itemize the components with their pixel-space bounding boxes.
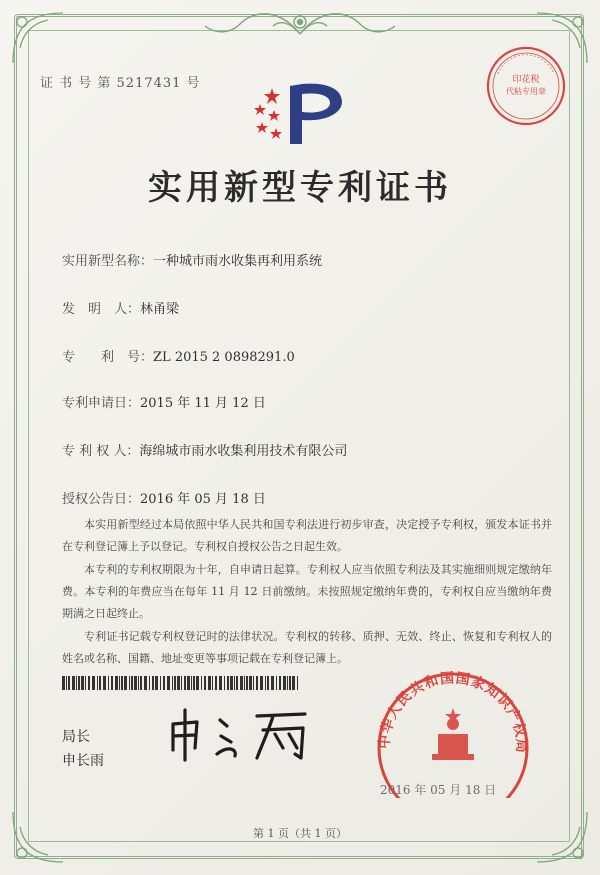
seal-date: 2016 年 05 月 18 日 bbox=[380, 783, 497, 797]
announcement-date-row bbox=[62, 488, 266, 507]
certificate-number: 证 书 号 第 5217431 号 bbox=[40, 76, 201, 91]
application-date-row bbox=[62, 392, 266, 411]
top-ornament bbox=[185, 4, 415, 44]
director-name: 申长雨 bbox=[62, 753, 104, 769]
director-signature bbox=[165, 702, 315, 762]
certificate-body bbox=[62, 514, 552, 671]
body-paragraph-2: 本专利的专利权期限为十年，自申请日起算。专利权人应当依照专利法及其实施细则规定缴纳年费。本专利的年费应当在每年 11 月 12 日前缴纳。未按照规定缴纳年费的，专利权自应当缴纳年费期满之日起终止。 bbox=[62, 563, 552, 620]
certificate-title: 实用新型专利证书 bbox=[148, 168, 452, 208]
corner-ornament-tl bbox=[8, 8, 68, 68]
svg-text:代粘专用章: 代粘专用章 bbox=[506, 87, 546, 96]
body-paragraph-1: 本实用新型经过本局依照中华人民共和国专利法进行初步审查，决定授予专利权，颁发本证书并在专利登记簿上予以登记。专利权自授权公告之日起生效。 bbox=[62, 518, 552, 553]
announcement-date-value: 2016 年 05 月 18 日 bbox=[140, 492, 266, 507]
director-title: 局长 bbox=[62, 729, 90, 745]
national-ip-office-seal bbox=[368, 668, 538, 798]
utility-model-name-value: 一种城市雨水收集再利用系统 bbox=[153, 254, 323, 269]
body-paragraph-3: 专利证书记载专利权登记时的法律状况。专利权的转移、质押、无效、终止、恢复和专利权人的姓名或名称、国籍、地址变更等事项记载在专利登记簿上。 bbox=[62, 630, 552, 665]
patent-office-logo-icon bbox=[250, 78, 350, 150]
big-seal-text: 中华人民共和国国家知识产权局 bbox=[376, 670, 530, 754]
announcement-date-label: 授权公告日： bbox=[62, 492, 141, 507]
inventor-value: 林甬梁 bbox=[140, 302, 180, 317]
patentee-label: 专 利 权 人： bbox=[62, 444, 140, 459]
patentee-row bbox=[62, 440, 347, 459]
patent-number-row bbox=[62, 346, 295, 365]
patentee-value: 海绵城市雨水收集利用技术有限公司 bbox=[139, 444, 348, 459]
application-date-value: 2015 年 11 月 12 日 bbox=[140, 396, 266, 411]
barcode bbox=[62, 676, 302, 690]
inventor-label: 发 明 人： bbox=[62, 302, 141, 317]
inventor-row bbox=[62, 298, 179, 317]
patent-number-value: ZL 2015 2 0898291.0 bbox=[153, 350, 295, 365]
application-date-label: 专利申请日： bbox=[62, 396, 141, 411]
tax-stamp-seal bbox=[484, 44, 568, 128]
utility-model-name-label: 实用新型名称： bbox=[62, 254, 154, 269]
utility-model-name-row bbox=[62, 250, 322, 269]
patent-number-label: 专 利 号： bbox=[62, 350, 154, 365]
page-indicator: 第 1 页（共 1 页） bbox=[253, 827, 347, 840]
svg-text:印花税: 印花税 bbox=[512, 75, 540, 85]
